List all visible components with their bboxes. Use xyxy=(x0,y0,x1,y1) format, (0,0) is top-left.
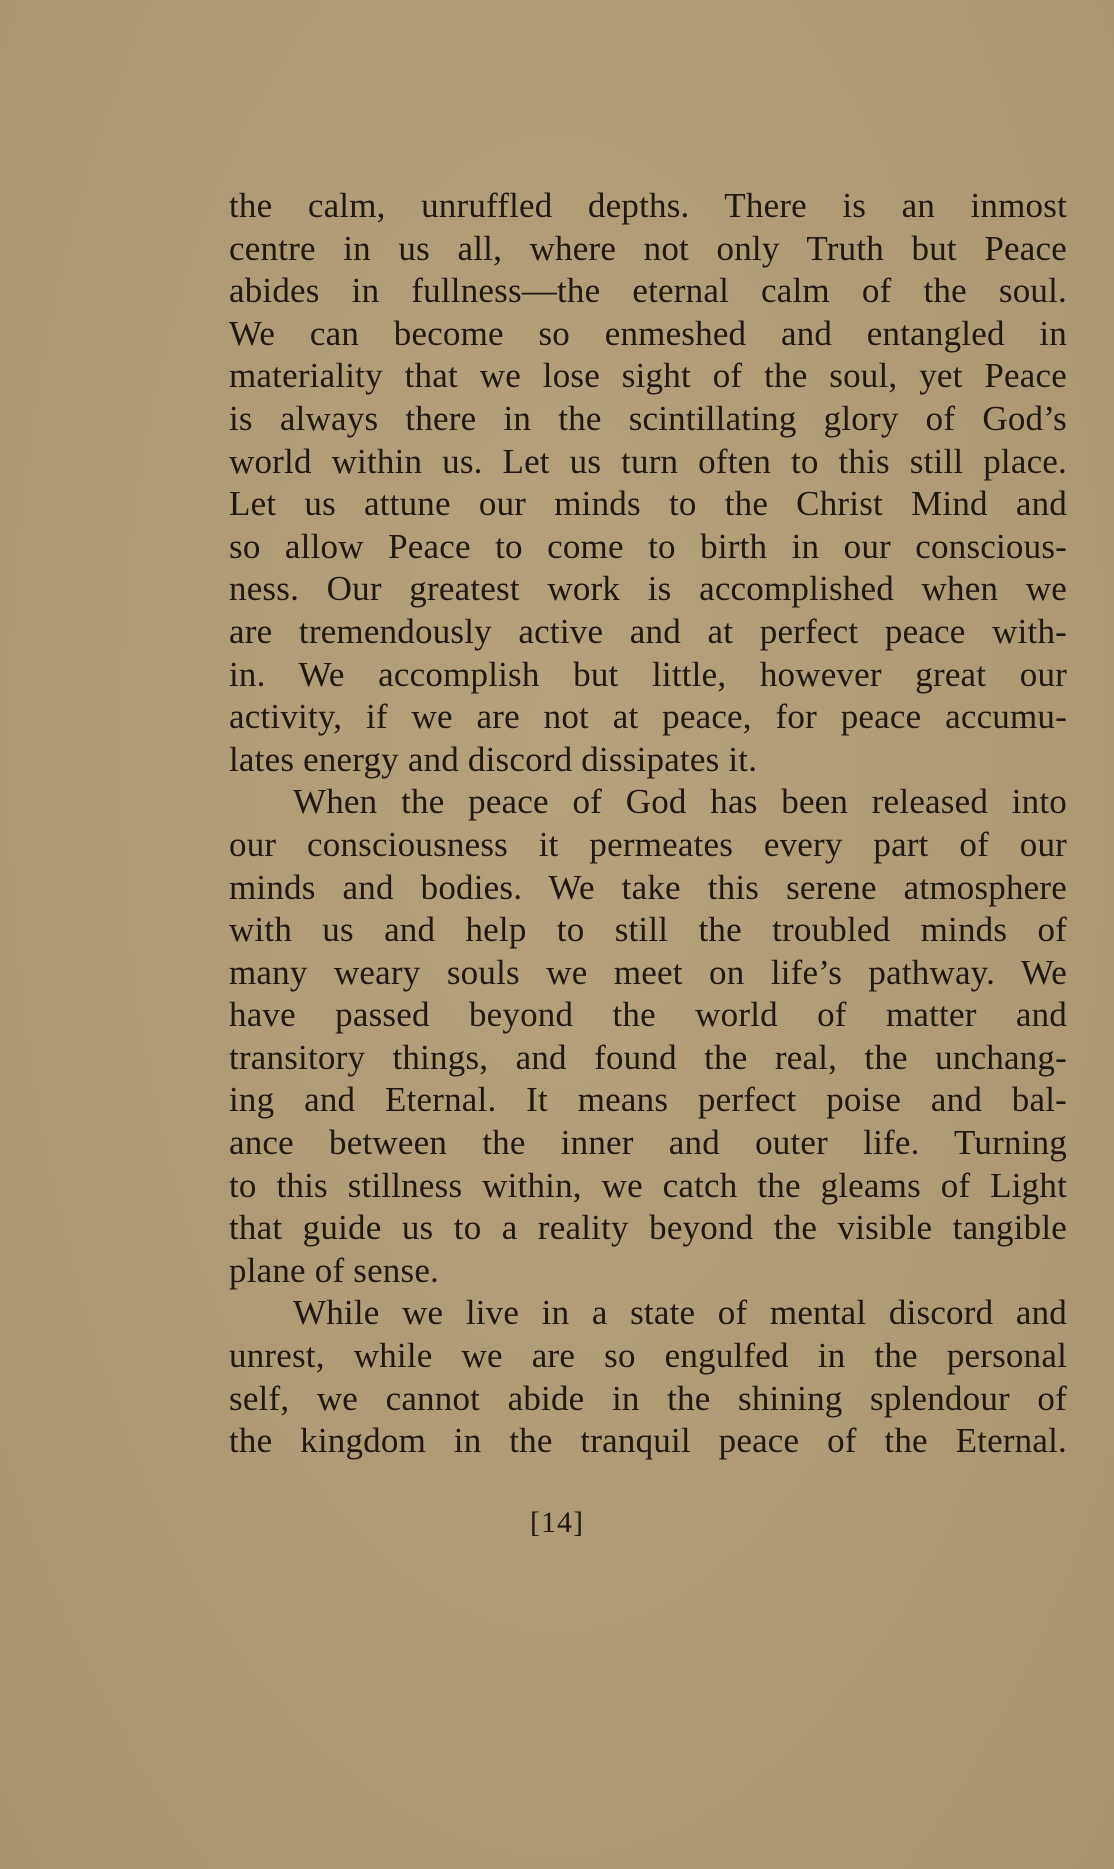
text-line: ing and Eternal. It means perfect poise and bal- xyxy=(229,1080,1067,1120)
page-number: [14] xyxy=(530,1506,584,1539)
text-line: our consciousness it permeates every part of our xyxy=(229,824,1067,864)
text-line: self, we cannot abide in the shining splendour of xyxy=(229,1378,1067,1418)
text-line: activity, if we are not at peace, for peace accumu- xyxy=(229,697,1067,737)
text-line: world within us. Let us turn often to this still place. xyxy=(229,441,1067,481)
text-line: minds and bodies. We take this serene atmosphere xyxy=(229,867,1067,907)
paragraph-1 xyxy=(229,185,1067,781)
text-line: have passed beyond the world of matter and xyxy=(229,995,1067,1035)
text-line: We can become so enmeshed and entangled in xyxy=(229,313,1067,353)
text-line: ness. Our greatest work is accomplished when we xyxy=(229,569,1067,609)
text-line: the kingdom in the tranquil peace of the Eternal. xyxy=(229,1421,1067,1461)
text-line: plane of sense. xyxy=(229,1250,440,1290)
text-line: to this stillness within, we catch the gleams of Light xyxy=(229,1165,1067,1205)
text-line: unrest, while we are so engulfed in the personal xyxy=(229,1336,1067,1376)
text-line: When the peace of God has been released into xyxy=(293,782,1067,822)
text-line: transitory things, and found the real, the unchang- xyxy=(229,1037,1067,1077)
text-line: ance between the inner and outer life. Turning xyxy=(229,1123,1067,1163)
text-line: While we live in a state of mental discord and xyxy=(293,1293,1067,1333)
text-line: centre in us all, where not only Truth but Peace xyxy=(229,228,1067,268)
text-line: in. We accomplish but little, however great our xyxy=(229,654,1067,694)
paragraph-2 xyxy=(229,781,1067,1292)
text-line: lates energy and discord dissipates it. xyxy=(229,739,758,779)
text-line: so allow Peace to come to birth in our conscious- xyxy=(229,526,1067,566)
paragraph-3 xyxy=(229,1292,1067,1462)
text-line: abides in fullness—the eternal calm of the soul. xyxy=(229,271,1067,311)
text-line: materiality that we lose sight of the soul, yet Peace xyxy=(229,356,1067,396)
text-line: Let us attune our minds to the Christ Mind and xyxy=(229,484,1067,524)
text-line: the calm, unruffled depths. There is an inmost xyxy=(229,186,1067,225)
text-line: many weary souls we meet on life’s pathway. We xyxy=(229,952,1067,992)
text-line: is always there in the scintillating glory of God’s xyxy=(229,398,1067,438)
text-line: are tremendously active and at perfect peace with- xyxy=(229,611,1067,651)
page-body xyxy=(229,185,1067,1463)
text-line: that guide us to a reality beyond the visible tangible xyxy=(229,1208,1067,1248)
text-line: with us and help to still the troubled minds of xyxy=(229,910,1067,950)
